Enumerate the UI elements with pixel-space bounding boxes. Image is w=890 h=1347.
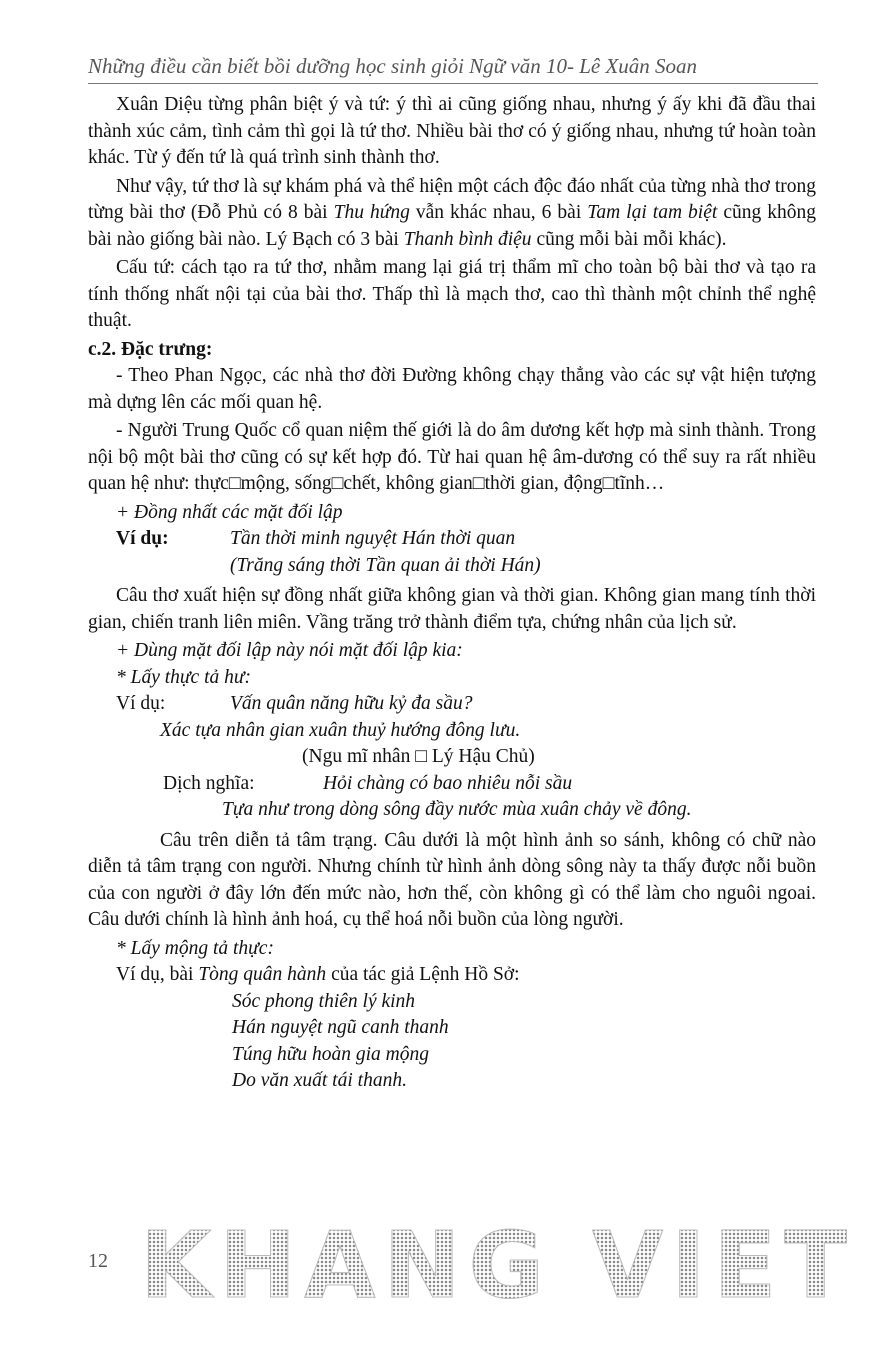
poem-translation: Hỏi chàng có bao nhiêu nỗi sầu (323, 772, 573, 794)
poem-line: Do văn xuất tái thanh. (232, 1070, 407, 1091)
page-number: 12 (88, 1250, 108, 1272)
paragraph: - Người Trung Quốc cổ quan niệm thế giới là do âm dương kết hợp mà sinh thành. Trong nội bộ một bài thơ cũng có sự kết hợp đó. Từ hai quan hệ âm-dương có thể suy ra rất nhiều quan hệ như: thực□mộng, sống□chết, không gian□thời gian, động□tĩnh… (88, 420, 816, 494)
poem-translation: Tựa như trong dòng sông đầy nước mùa xuân chảy về đông. (222, 799, 692, 820)
example-row (88, 771, 816, 798)
poem-line: Xác tựa nhân gian xuân thuỷ hướng đông lưu. (160, 719, 521, 741)
text: Ví dụ, bài (116, 964, 199, 985)
poem-translation: (Trăng sáng thời Tần quan ải thời Hán) (230, 554, 541, 576)
example-row (88, 744, 816, 771)
sub-heading: + Dùng mặt đối lập này nói mặt đối lập kia: (116, 640, 463, 661)
poem (88, 989, 816, 1095)
text: của tác giả Lệnh Hồ Sở: (326, 964, 520, 985)
example-row (88, 718, 816, 745)
example-row (88, 691, 816, 718)
book-title: Thu hứng (333, 202, 410, 223)
example-row (88, 526, 816, 553)
text: Như vậy, tứ thơ là sự khám phá và thể hiện một cách độc đáo nhất của từng nhà thơ trong từng bài thơ (Đỗ Phủ có 8 bài (88, 175, 816, 223)
poem-line: Túng hữu hoàn gia mộng (232, 1043, 429, 1065)
book-title: Thanh bình điệu (403, 228, 532, 250)
text: vẫn khác nhau, 6 bài (409, 202, 588, 223)
book-title: Tam lại tam biệt (587, 202, 718, 223)
poem-source: (Ngu mĩ nhân □ Lý Hậu Chủ) (302, 746, 535, 767)
text: cũng mỗi bài mỗi khác). (531, 228, 727, 250)
running-header: Những điều cần biết bồi dưỡng học sinh giỏi Ngữ văn 10- Lê Xuân Soan (88, 54, 818, 84)
sub-heading: * Lấy thực tả hư: (116, 666, 252, 688)
example-intro (88, 962, 816, 989)
sub-heading: + Đồng nhất các mặt đối lập (116, 501, 343, 523)
watermark-logo: KHANG VIET (140, 1212, 856, 1319)
poem-line: Sóc phong thiên lý kinh (232, 990, 416, 1012)
paragraph: Câu thơ xuất hiện sự đồng nhất giữa không gian và thời gian. Không gian mang tính thời gian, chiến tranh liên miên. Vầng trăng trở thành điểm tựa, chứng nhân của lịch sử. (88, 585, 816, 633)
page-body (88, 92, 816, 1095)
section-heading: c.2. Đặc trưng: (88, 338, 213, 360)
text: cũng không bài nào giống bài nào. Lý Bạch có 3 bài (88, 202, 817, 250)
paragraph (88, 174, 816, 254)
poem-line: Vấn quân năng hữu kỷ đa sầu? (230, 693, 473, 714)
translation-label: Dịch nghĩa: (163, 772, 255, 794)
paragraph: - Theo Phan Ngọc, các nhà thơ đời Đường không chạy thẳng vào các sự vật hiện tượng mà dựng lên các mối quan hệ. (88, 365, 816, 413)
example-row (88, 797, 816, 824)
paragraph: Cấu tứ: cách tạo ra tứ thơ, nhằm mang lại giá trị thẩm mĩ cho toàn bộ bài thơ và tạo ra tính thống nhất nội tại của bài thơ. Thấp thì là mạch thơ, cao thì thành một chỉnh thể nghệ thuật. (88, 257, 816, 331)
sub-heading: * Lấy mộng tả thực: (116, 937, 274, 959)
poem-line: Hán nguyệt ngũ canh thanh (232, 1017, 449, 1038)
poem-line: Tần thời minh nguyệt Hán thời quan (230, 528, 516, 549)
book-title: Tòng quân hành (198, 964, 327, 985)
example-row (88, 553, 816, 580)
example-label: Ví dụ: (116, 528, 169, 549)
example-label: Ví dụ: (116, 693, 166, 714)
paragraph: Câu trên diễn tả tâm trạng. Câu dưới là một hình ảnh so sánh, không có chữ nào diễn tả tâm trạng con người. Nhưng chính từ hình ảnh dòng sông này ta thấy được nỗi buồn của con người ở đây lớn đến mức nào, hơn thế, còn không gì có thể làm cho nguôi ngoai. Câu dưới chính là hình ảnh hoá, cụ thể hoá nỗi buồn của lòng người. (88, 829, 816, 930)
paragraph: Xuân Diệu từng phân biệt ý và tứ: ý thì ai cũng giống nhau, nhưng ý ấy khi đã đầu thai thành xúc cảm, tình cảm thì gọi là tứ thơ. Nhiều bài thơ có ý giống nhau, nhưng tứ hoàn toàn khác. Từ ý đến tứ là quá trình sinh thành thơ. (88, 94, 816, 168)
